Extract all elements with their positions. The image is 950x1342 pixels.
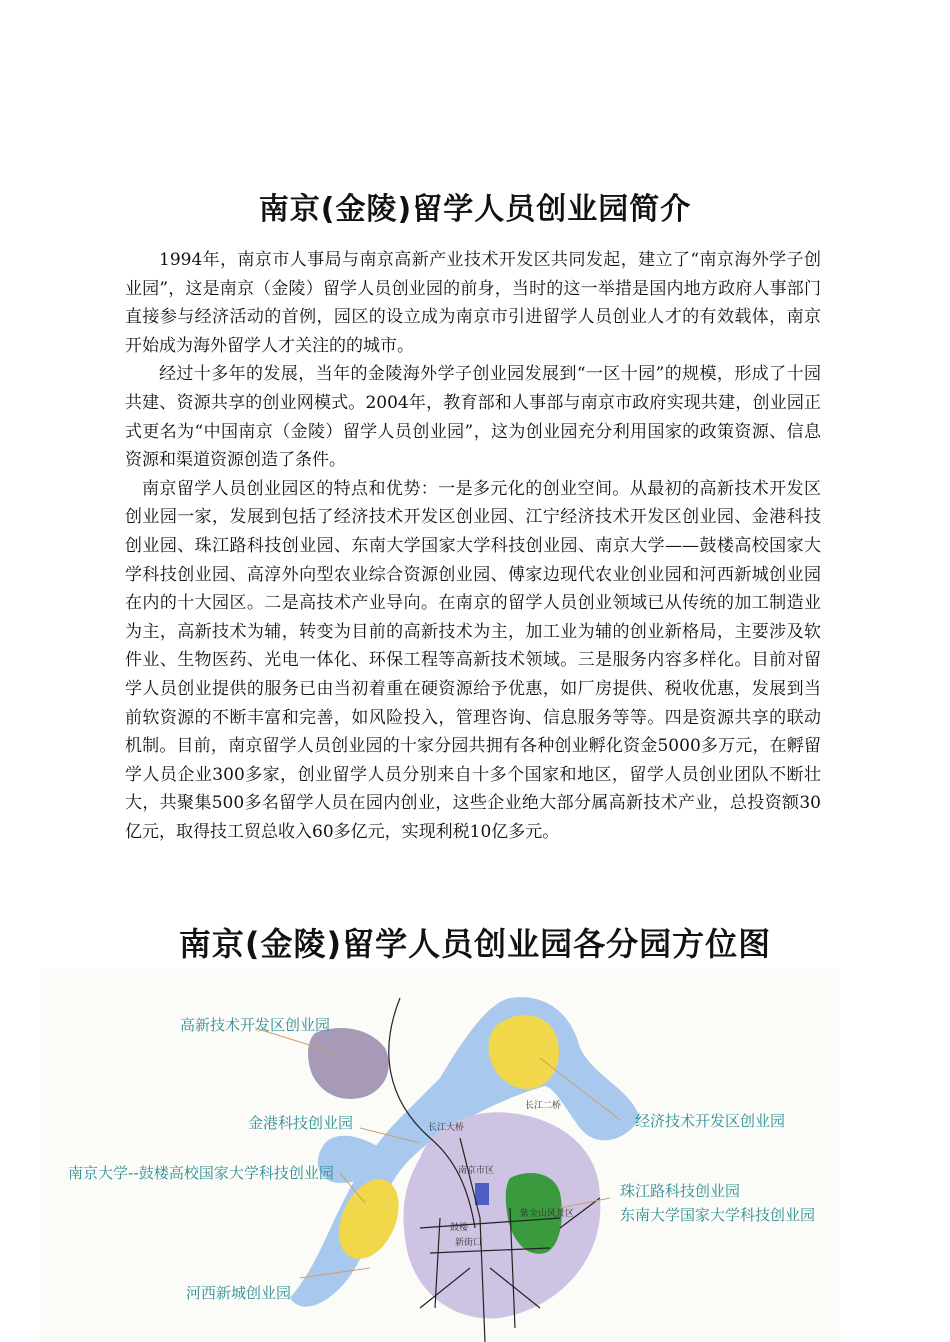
map-title: 南京(金陵)留学人员创业园各分园方位图	[178, 925, 772, 963]
label-dongnan: 东南大学国家大学科技创业园	[620, 1206, 816, 1224]
label-jingang: 金港科技创业园	[248, 1114, 354, 1132]
label-nanda: 南京大学--鼓楼高校国家大学科技创业园	[68, 1164, 334, 1182]
label-bridge1: 长江大桥	[428, 1123, 465, 1133]
label-city: 南京市区	[458, 1166, 495, 1176]
label-bridge2: 长江二桥	[525, 1101, 562, 1111]
park-gulou-marker	[475, 1183, 489, 1205]
page-title: 南京(金陵)留学人员创业园简介	[258, 192, 692, 227]
label-gulou: 鼓楼	[450, 1223, 469, 1233]
paragraph: 1994年，南京市人事局与南京高新产业技术开发区共同发起，建立了“南京海外学子创业园”，这是南京（金陵）留学人员创业园的前身，当时的这一举措是国内地方政府人事部门直接参与经济活动的首例，园区的设立成为南京市引进留学人员创业人才的有效载体，南京开始成为海外留学人才关注的的城市。	[125, 250, 821, 356]
label-hexi: 河西新城创业园	[186, 1284, 292, 1302]
location-map	[40, 968, 840, 1342]
intro-text	[125, 246, 821, 846]
label-zijin: 紫金山风景区	[520, 1209, 575, 1219]
label-jingji: 经济技术开发区创业园	[635, 1112, 786, 1130]
label-zhujiang: 珠江路科技创业园	[620, 1182, 741, 1200]
paragraph: 经过十多年的发展，当年的金陵海外学子创业园发展到“一区十园”的规模，形成了十园共建、资源共享的创业网模式。2004年，教育部和人事部与南京市政府实现共建，创业园正式更名为“中国南京（金陵）留学人员创业园”，这为创业园充分利用国家的政策资源、信息资源和渠道资源创造了条件。	[125, 364, 821, 471]
label-gaoxin: 高新技术开发区创业园	[180, 1016, 331, 1034]
label-xinjiekou: 新街口	[455, 1238, 483, 1248]
paragraph: 南京留学人员创业园区的特点和优势：一是多元化的创业空间。从最初的高新技术开发区创业园一家，发展到包括了经济技术开发区创业园、江宁经济技术开发区创业园、金港科技创业园、珠江路科技创业园、东南大学国家大学科技创业园、南京大学——鼓楼高校国家大学科技创业园、高淳外向型农业综合资源创业园、傅家边现代农业创业园和河西新城创业园在内的十大园区。二是高技术产业导向。在南京的留学人员创业领域已从传统的加工制造业为主，高新技术为辅，转变为目前的高新技术为主，加工业为辅的创业新格局，主要涉及软件业、生物医药、光电一体化、环保工程等高新技术领域。三是服务内容多样化。目前对留学人员创业提供的服务已由当初着重在硬资源给予优惠，如厂房提供、税收优惠，发展到当前软资源的不断丰富和完善，如风险投入，管理咨询、信息服务等等。四是资源共享的联动机制。目前，南京留学人员创业园的十家分园共拥有各种创业孵化资金5000多万元，在孵留学人员企业300多家，创业留学人员分别来自十多个国家和地区，留学人员创业团队不断壮大，共聚集500多名留学人员在园内创业，这些企业绝大部分属高新技术产业，总投资额30亿元，取得技工贸总收入60多亿元，实现利税10亿多元。	[125, 478, 821, 842]
